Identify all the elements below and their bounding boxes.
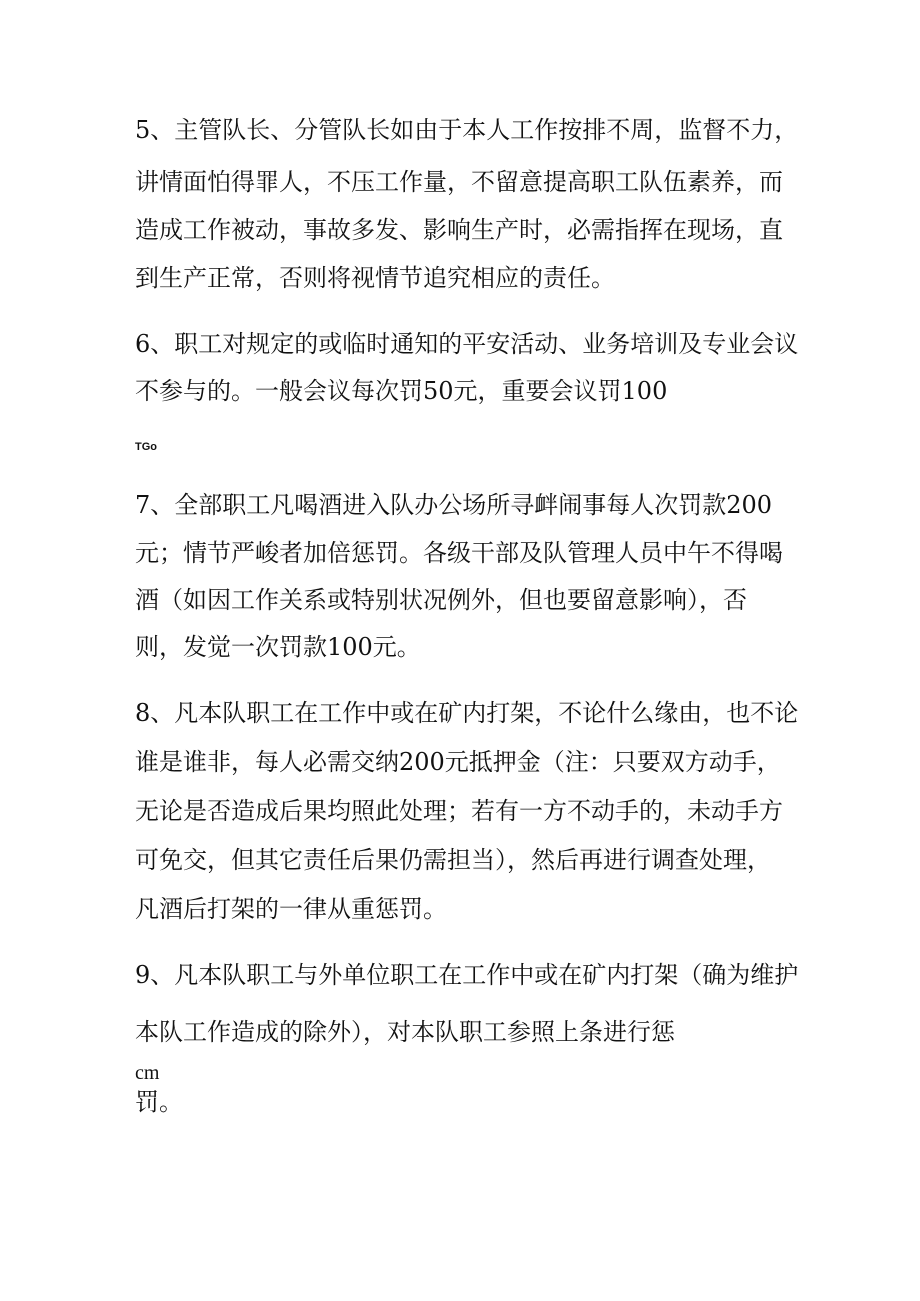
paragraph-8-line-1: 8、凡本队职工在工作中或在矿内打架，不论什么缘由，也不论 xyxy=(135,699,799,727)
paragraph-5-line-4: 到生产正常，否则将视情节追究相应的责任。 xyxy=(135,264,615,292)
paragraph-7-line-4: 则，发觉一次罚款100元。 xyxy=(135,633,421,661)
paragraph-5-line-2: 讲情面怕得罪人，不压工作量，不留意提高职工队伍素养，而 xyxy=(135,168,783,196)
paragraph-7-line-1: 7、全部职工凡喝酒进入队办公场所寻衅闹事每人次罚款200 xyxy=(135,491,773,519)
paragraph-8-line-3: 无论是否造成后果均照此处理；若有一方不动手的，未动手方 xyxy=(135,797,783,825)
paragraph-8-line-4: 可免交，但其它责任后果仍需担当），然后再进行调查处理， xyxy=(135,846,771,874)
paragraph-6-line-1: 6、职工对规定的或临时通知的平安活动、业务培训及专业会议 xyxy=(135,330,799,358)
paragraph-8-line-5: 凡酒后打架的一律从重惩罚。 xyxy=(135,895,447,923)
paragraph-9-tail: 罚。 xyxy=(135,1088,183,1116)
paragraph-7-line-3: 酒（如因工作关系或特别状况例外，但也要留意影响），否 xyxy=(135,586,747,614)
paragraph-8-line-2: 谁是谁非，每人必需交纳200元抵押金（注：只要双方动手， xyxy=(135,748,781,776)
paragraph-7-line-2: 元；情节严峻者加倍惩罚。各级干部及队管理人员中午不得喝 xyxy=(135,539,783,567)
paragraph-6-line-2: 不参与的。一般会议每次罚50元，重要会议罚100 xyxy=(135,377,668,405)
paragraph-9-line-2: 本队工作造成的除外），对本队职工参照上条进行惩 xyxy=(135,1018,675,1046)
paragraph-5-line-1: 5、主管队长、分管队长如由于本人工作按排不周，监督不力， xyxy=(135,116,799,144)
footnote-mark: TGo xyxy=(135,441,157,453)
margin-note: cm xyxy=(135,1062,160,1084)
paragraph-9-line-1: 9、凡本队职工与外单位职工在工作中或在矿内打架（确为维护 xyxy=(135,961,799,989)
paragraph-5-line-3: 造成工作被动，事故多发、影响生产时，必需指挥在现场，直 xyxy=(135,216,783,244)
